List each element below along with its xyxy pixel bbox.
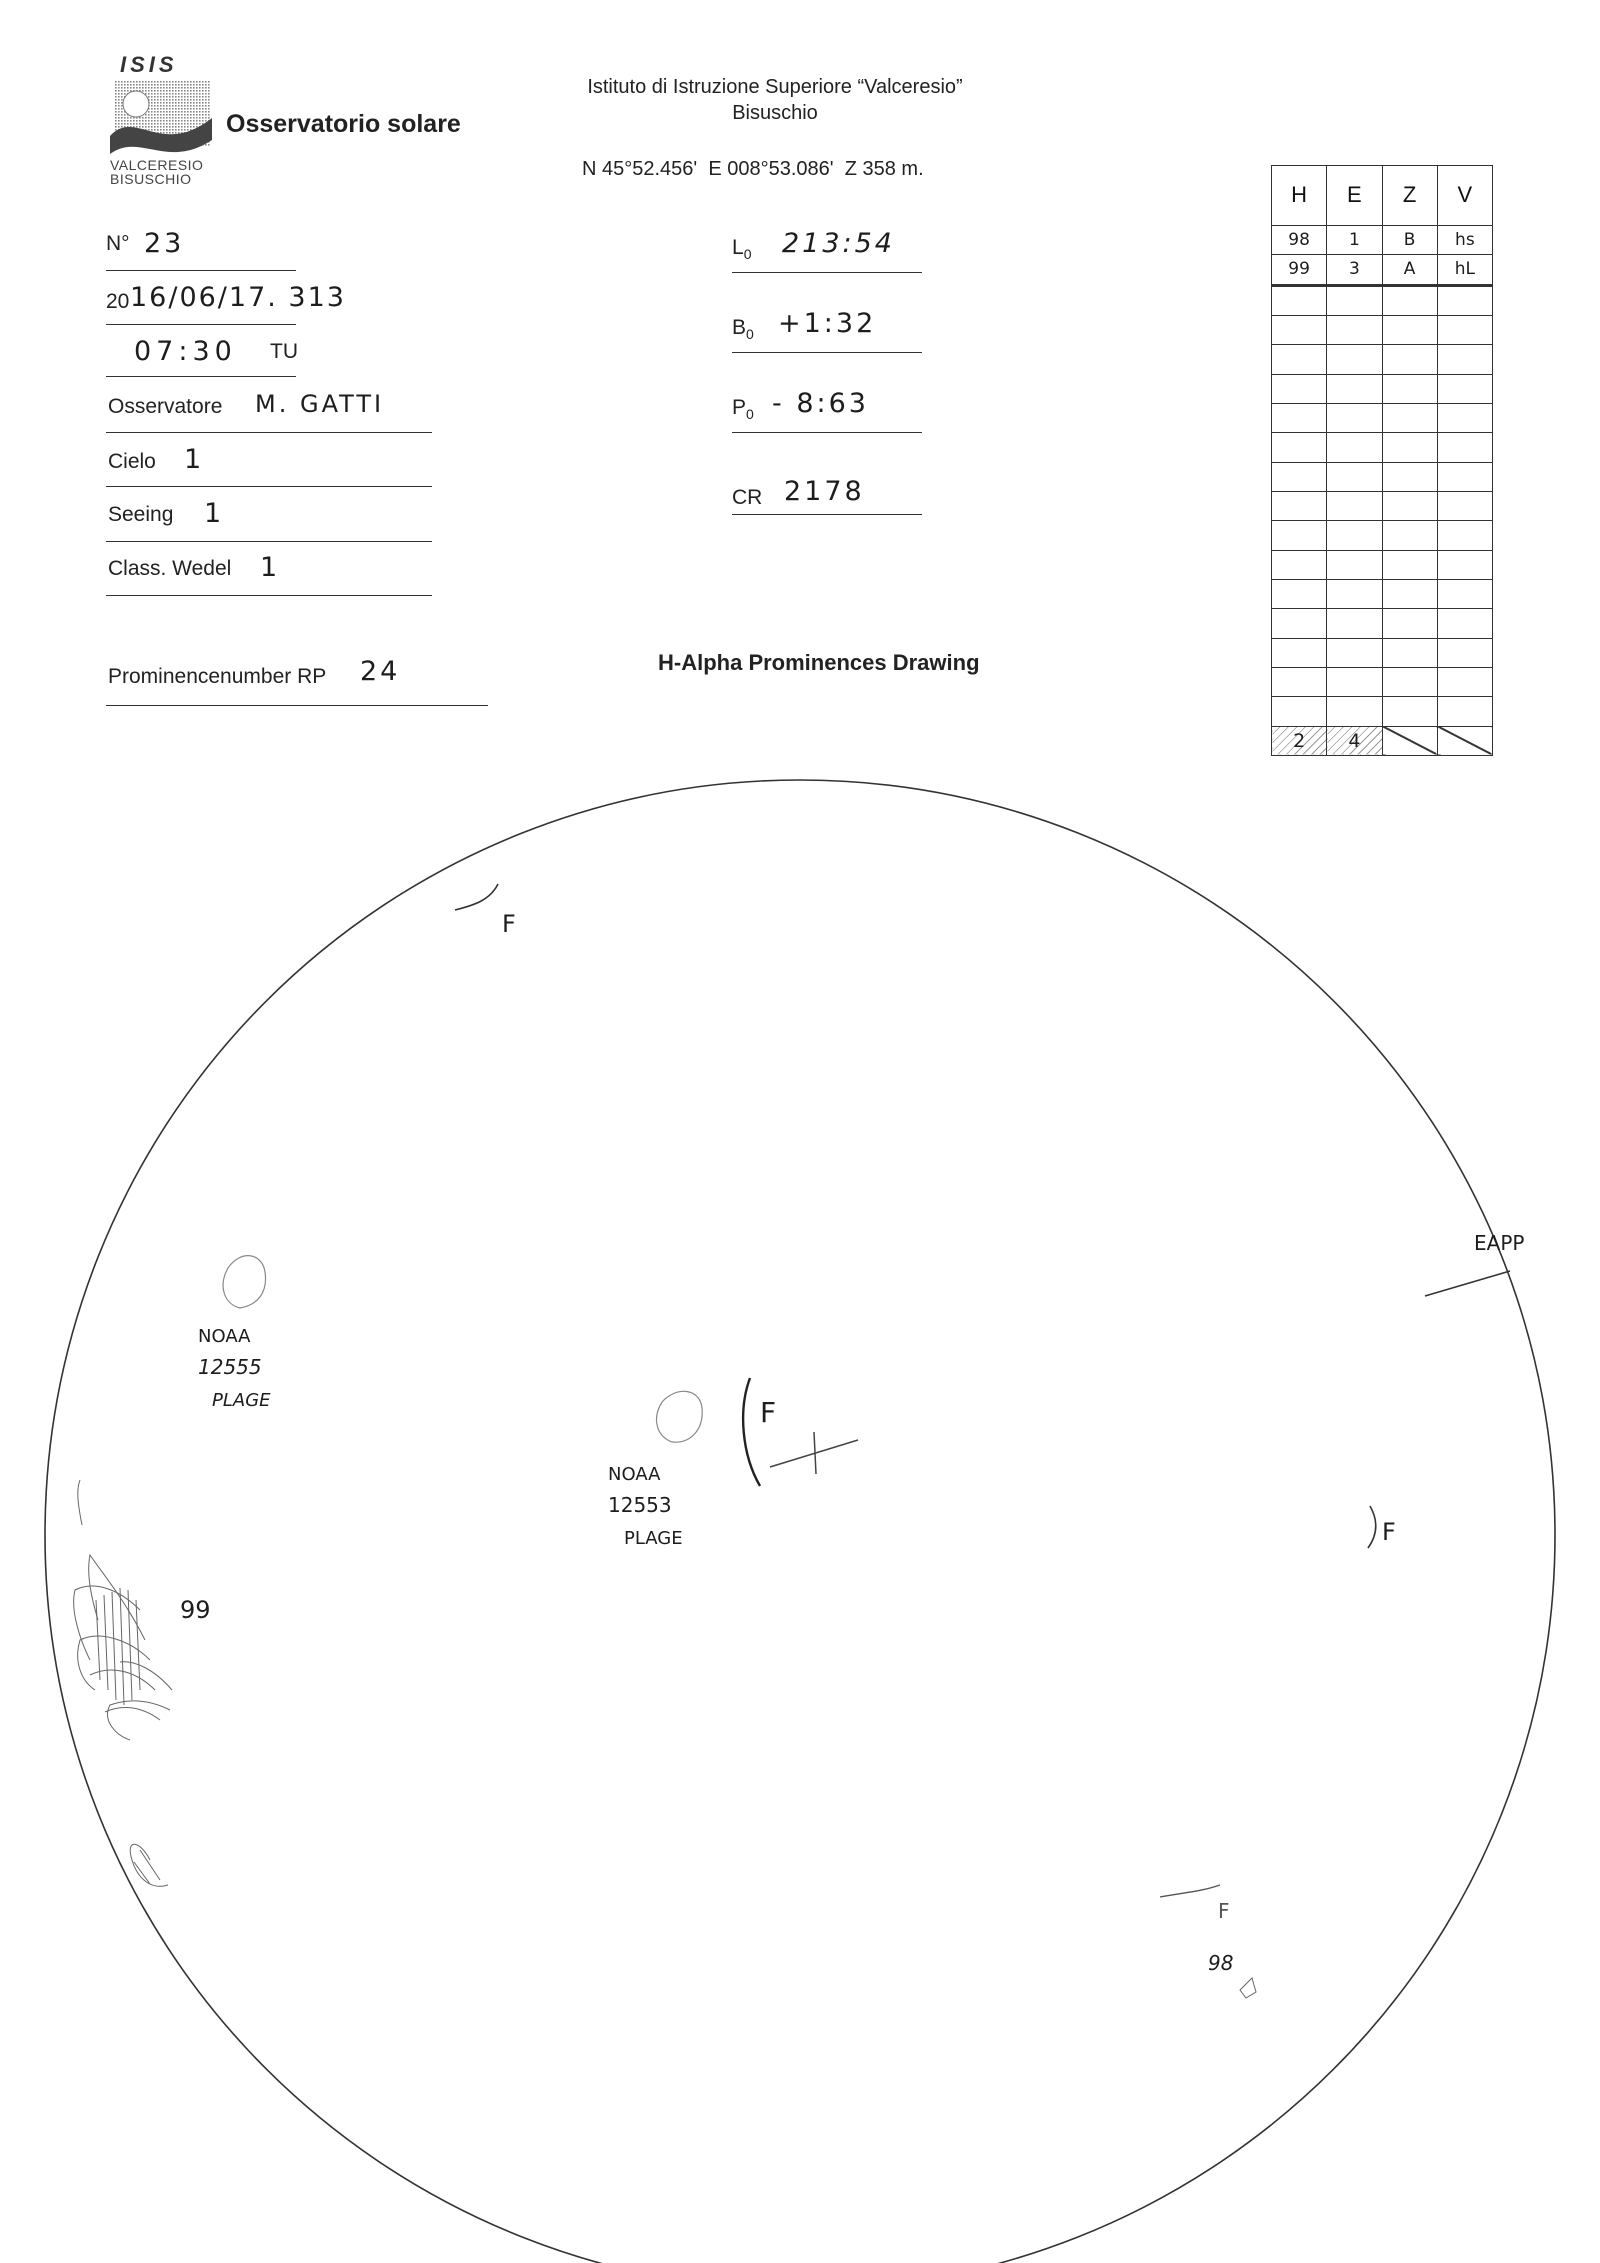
- number-value: 23: [144, 228, 185, 259]
- filament-right: [1368, 1506, 1376, 1548]
- observer-label: Osservatore: [108, 395, 223, 418]
- filament-center: [743, 1378, 760, 1486]
- observatory-coordinates: N 45°52.456' E 008°53.086' Z 358 m.: [582, 158, 924, 180]
- plage-12555-outline: [223, 1256, 265, 1308]
- institute-name: Istituto di Istruzione Superiore “Valceresio”: [587, 76, 963, 98]
- wedel-value: 1: [260, 552, 281, 583]
- b0-sub: 0: [746, 326, 754, 343]
- number-label: N°: [106, 232, 130, 255]
- wedel-label: Class. Wedel: [108, 557, 232, 580]
- table-total: 2: [1272, 726, 1327, 755]
- table-cell: B: [1382, 225, 1437, 254]
- l0-sub: 0: [743, 246, 752, 263]
- prominence-98-sketch: [1240, 1978, 1256, 1998]
- observer-value: M. GATTI: [255, 390, 385, 418]
- p0-sub: 0: [746, 406, 754, 423]
- noaa-12555-line1: NOAA: [198, 1326, 251, 1347]
- table-cell: A: [1382, 255, 1437, 286]
- prominence-99-label: 99: [180, 1596, 211, 1624]
- annotation-f-top: F: [502, 910, 516, 938]
- noaa-12553-line1: NOAA: [608, 1464, 661, 1485]
- table-header: V: [1437, 166, 1492, 226]
- table-total: 4: [1327, 726, 1382, 755]
- solar-limb: [45, 780, 1555, 2263]
- table-cell: hL: [1437, 255, 1492, 286]
- p0-value: - 8:63: [772, 388, 869, 419]
- table-header: Z: [1382, 166, 1437, 226]
- noaa-12553-line3: PLAGE: [624, 1528, 683, 1549]
- date-prefix: 20: [106, 290, 130, 313]
- logo-city-line1: VALCERESIO: [110, 157, 204, 173]
- l0-value: 213:54: [782, 228, 895, 259]
- noaa-12555-line3: PLAGE: [212, 1390, 271, 1411]
- annotation-f-center: F: [760, 1396, 777, 1429]
- eapp-limb-mark: [1425, 1271, 1510, 1296]
- annotation-f-bottom: F: [1218, 1899, 1230, 1923]
- drawing-title: H-Alpha Prominences Drawing: [658, 650, 980, 675]
- l0-letter: L: [732, 236, 744, 259]
- prominence-98-label: 98: [1208, 1951, 1234, 1975]
- table-cell: hs: [1437, 225, 1492, 254]
- logo-caption: Osservatorio solare: [226, 110, 461, 138]
- annotation-f-right: F: [1382, 1518, 1396, 1546]
- disc-center-cross: [770, 1432, 858, 1474]
- b0-value: +1:32: [778, 308, 877, 339]
- noaa-12553-line2: 12553: [608, 1493, 672, 1517]
- table-cell: 1: [1327, 225, 1382, 254]
- logo-city-line2: BISUSCHIO: [110, 171, 192, 187]
- cr-label: CR: [732, 486, 763, 509]
- prominence-99-sketch: [74, 1480, 172, 1886]
- prominence-number-label: Prominencenumber RP: [108, 665, 327, 688]
- time-value: 07:30: [134, 336, 237, 367]
- institute-town: Bisuschio: [732, 102, 818, 124]
- annotation-eapp: EAPP: [1474, 1231, 1525, 1255]
- plage-12553-outline: [657, 1391, 703, 1442]
- cr-value: 2178: [784, 476, 865, 507]
- p0-letter: P: [732, 396, 747, 419]
- b0-letter: B: [732, 316, 747, 339]
- seeing-label: Seeing: [108, 503, 174, 526]
- sky-value: 1: [184, 444, 205, 475]
- table-header: H: [1272, 166, 1327, 226]
- table-cell: 98: [1272, 225, 1327, 254]
- table-cell: 99: [1272, 255, 1327, 286]
- time-unit: TU: [270, 340, 298, 363]
- seeing-value: 1: [204, 498, 225, 529]
- table-header: E: [1327, 166, 1382, 226]
- noaa-12555-line2: 12555: [198, 1355, 262, 1379]
- logo-brand: ISIS: [120, 52, 178, 77]
- prominence-number-value: 24: [360, 656, 401, 687]
- filament-top: [455, 884, 498, 910]
- date-value: 16/06/17. 313: [130, 282, 346, 313]
- table-cell: 3: [1327, 255, 1382, 286]
- sky-label: Cielo: [108, 450, 156, 473]
- filament-bottom: [1160, 1885, 1220, 1897]
